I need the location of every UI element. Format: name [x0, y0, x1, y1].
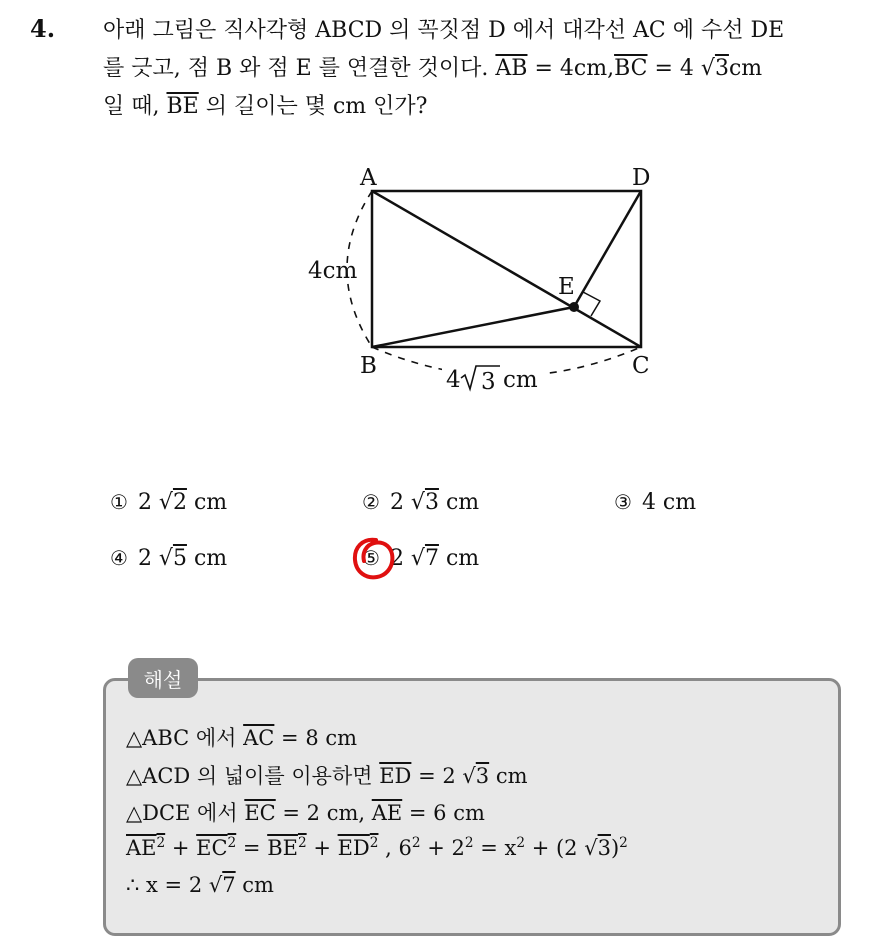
solution-text: = x	[473, 836, 517, 860]
segment-be: $\overline{BE}$	[166, 94, 199, 119]
operator: +	[306, 836, 338, 860]
radicand: 7	[424, 546, 439, 571]
solution-line-5	[126, 873, 274, 897]
choice-unit: cm	[186, 546, 228, 571]
segment-de	[574, 191, 641, 307]
solution-line-2	[126, 760, 528, 790]
question-text: 를 긋고, 점 B 와 점 E 를 연결한 것이다.	[103, 56, 496, 81]
segment-ae: $\overline{AE}$	[371, 801, 403, 825]
label-side-bc-unit: cm	[503, 367, 538, 393]
term-be-sq	[267, 836, 306, 860]
choice-mark: ④	[110, 546, 128, 570]
segment-be-line	[372, 307, 574, 347]
label-b: B	[360, 353, 377, 379]
question-text: cm	[728, 56, 763, 81]
answer-circle-mark	[350, 534, 398, 584]
radicand: 7	[222, 873, 236, 897]
solution-text: + 2	[420, 836, 465, 860]
label-side-bc-rad: 3	[481, 369, 496, 395]
segment-ec: $\overline{EC}$	[244, 801, 276, 825]
segment-be: BE	[267, 836, 298, 860]
choice-value: 2 √	[137, 546, 173, 571]
exponent: 2	[227, 835, 237, 851]
choice-mark: ③	[614, 490, 632, 514]
exponent: 2	[156, 835, 166, 851]
exponent: 2	[516, 835, 526, 851]
exponent: 2	[411, 835, 421, 851]
radicand: 5	[172, 546, 187, 571]
choice-value: 2 √	[389, 490, 425, 515]
solution-line-4	[126, 835, 628, 860]
term-ae-sq	[126, 836, 165, 860]
segment-ab: $\overline{AB}$	[495, 56, 528, 81]
segment-bc: $\overline{BC}$	[614, 56, 648, 81]
choice-mark: ②	[362, 490, 380, 514]
solution-text: , 6	[378, 836, 412, 860]
choice-unit: cm	[186, 490, 228, 515]
label-side-ab: 4cm	[308, 258, 358, 284]
solution-text: = 8 cm	[274, 726, 358, 750]
question-text: 일 때,	[103, 94, 167, 119]
segment-ac: $\overline{AC}$	[243, 726, 275, 750]
label-c: C	[632, 353, 650, 379]
solution-text: = 2 cm,	[275, 801, 372, 825]
rectangle-figure	[0, 0, 884, 420]
choice-unit: cm	[438, 546, 480, 571]
solution-text: = 6 cm	[402, 801, 485, 825]
label-side-bc-coef: 4	[446, 367, 461, 393]
label-e: E	[558, 274, 575, 300]
segment-ae: AE	[126, 836, 157, 860]
radicand: 2	[172, 490, 187, 515]
solution-text: cm	[235, 873, 274, 897]
exponent: 2	[369, 835, 379, 851]
radicand: 3	[424, 490, 439, 515]
question-text: = 4cm,	[527, 56, 615, 81]
point-e	[569, 302, 579, 312]
choice-1[interactable]	[110, 490, 227, 515]
choice-unit: cm	[438, 490, 480, 515]
label-d: D	[632, 165, 651, 191]
choice-mark: ⑤	[362, 546, 380, 570]
solution-text: cm	[489, 764, 528, 788]
exponent: 2	[464, 835, 474, 851]
question-number: 4.	[30, 14, 56, 43]
radicand: 3	[714, 56, 729, 81]
choice-value: 2 √	[389, 546, 425, 571]
solution-text: △ACD 의 넓이를 이용하면	[126, 764, 380, 788]
solution-text: + (2 √	[525, 836, 598, 860]
term-ec-sq	[196, 836, 236, 860]
choice-mark: ①	[110, 490, 128, 514]
term-ed-sq	[338, 836, 379, 860]
question-text: 의 길이는 몇 cm 인가?	[198, 94, 428, 119]
solution-text: △ABC 에서	[126, 726, 244, 750]
exponent: 2	[619, 835, 628, 851]
choice-value: 4 cm	[641, 490, 697, 515]
radicand: 3	[597, 836, 611, 860]
choice-value: 2 √	[137, 490, 173, 515]
segment-ed: $\overline{ED}$	[379, 764, 412, 788]
solution-text: △DCE 에서	[126, 801, 245, 825]
solution-text: )	[610, 836, 620, 860]
solution-tab: 해설	[128, 658, 198, 698]
solution-text: ∴ x = 2 √	[126, 873, 223, 897]
operator: +	[165, 836, 197, 860]
question-text: = 4 √	[647, 56, 715, 81]
choice-3[interactable]	[614, 490, 696, 515]
exponent: 2	[297, 835, 307, 851]
solution-line-1	[126, 722, 357, 752]
label-a: A	[360, 165, 377, 191]
radicand: 3	[475, 764, 490, 788]
choice-4[interactable]	[110, 546, 227, 571]
choice-2[interactable]	[362, 490, 479, 515]
diagonal-ac	[372, 191, 641, 347]
solution-text: = 2 √	[411, 764, 476, 788]
segment-ec: EC	[196, 836, 228, 860]
right-angle-mark	[583, 292, 600, 316]
question-line-1: 아래 그림은 직사각형 ABCD 의 꼭짓점 D 에서 대각선 AC 에 수선 DE	[103, 18, 785, 43]
operator: =	[236, 836, 268, 860]
segment-ed: ED	[337, 836, 370, 860]
solution-line-3	[126, 797, 485, 827]
